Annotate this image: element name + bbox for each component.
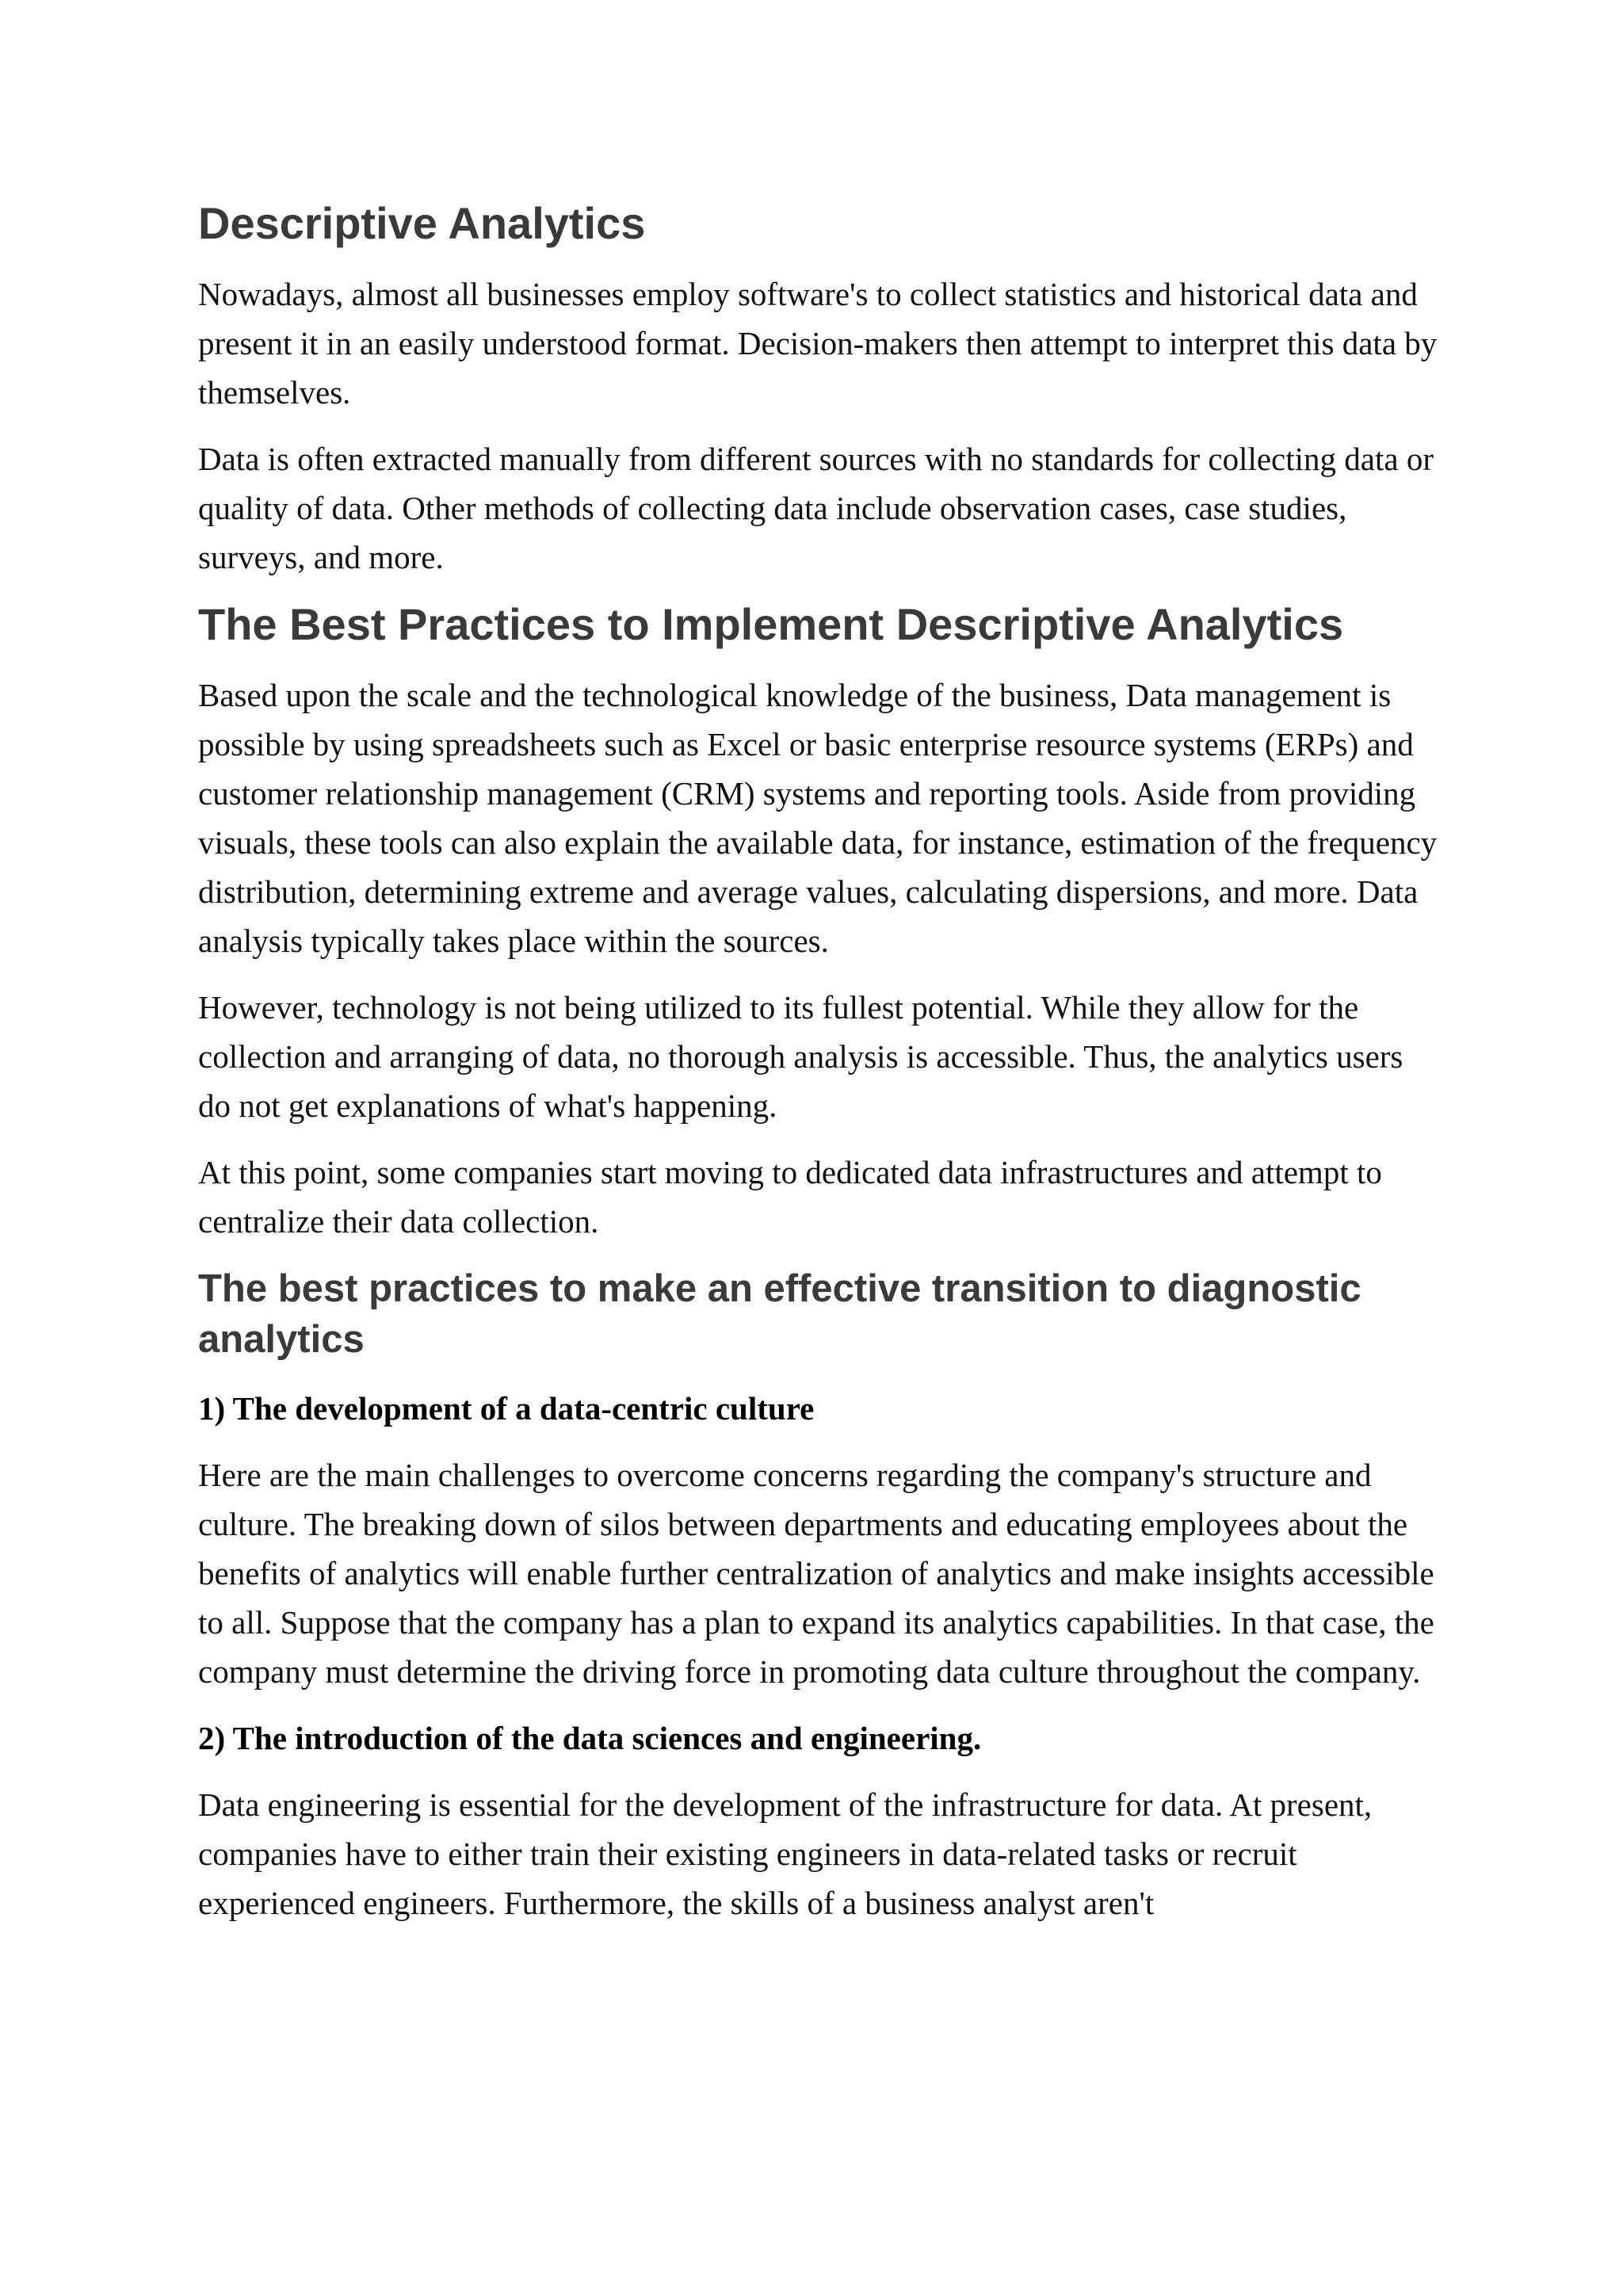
- item-title-data-sciences: 2) The introduction of the data sciences and engineering.: [198, 1720, 982, 1756]
- item-body-data-sciences: Data engineering is essential for the development of the infrastructure for data. At present, companies have to either train their existing engineers in data-related tasks or recruit experienced engineers. Furthermore, the skills of a business analyst aren't: [198, 1786, 1373, 1921]
- paragraph-intro: Nowadays, almost all businesses employ software's to collect statistics and historical data and present it in an easily understood format. Decision-makers then attempt to interpret this data by themselves.: [198, 276, 1438, 411]
- paragraph-infrastructure: At this point, some companies start moving to dedicated data infrastructures and attempt to centralize their data collection.: [198, 1154, 1382, 1240]
- document-page: [198, 198, 1442, 1945]
- paragraph-data-extraction: Data is often extracted manually from different sources with no standards for collecting data or quality of data. Other methods of collecting data include observation cases, case studies, surveys, and more.: [198, 441, 1434, 575]
- item-title-data-culture: 1) The development of a data-centric culture: [198, 1390, 815, 1427]
- paragraph-technology-utilization: However, technology is not being utilized to its fullest potential. While they allow for the collection and arranging of data, no thorough analysis is accessible. Thus, the analytics users do not get explanations of what's happening.: [198, 989, 1403, 1124]
- heading-diagnostic-transition: The best practices to make an effective transition to diagnostic analytics: [198, 1267, 1361, 1361]
- item-body-data-culture: Here are the main challenges to overcome concerns regarding the company's structure and culture. The breaking down of silos between departments and educating employees about the benefits of analytics will enable further centralization of analytics and make insights accessible to all. Suppose that the company has a plan to expand its analytics capabilities. In that case, the company must determine the driving force in promoting data culture throughout the company.: [198, 1457, 1434, 1690]
- heading-best-practices: The Best Practices to Implement Descriptive Analytics: [198, 599, 1344, 649]
- paragraph-data-management: Based upon the scale and the technological knowledge of the business, Data management is possible by using spreadsheets such as Excel or basic enterprise resource systems (ERPs) and customer relationship management (CRM) systems and reporting tools. Aside from providing visuals, these tools can also explain the available data, for instance, estimation of the frequency distribution, determining extreme and average values, calculating dispersions, and more. Data analysis typically takes place within the sources.: [198, 677, 1438, 959]
- heading-descriptive-analytics: Descriptive Analytics: [198, 198, 646, 248]
